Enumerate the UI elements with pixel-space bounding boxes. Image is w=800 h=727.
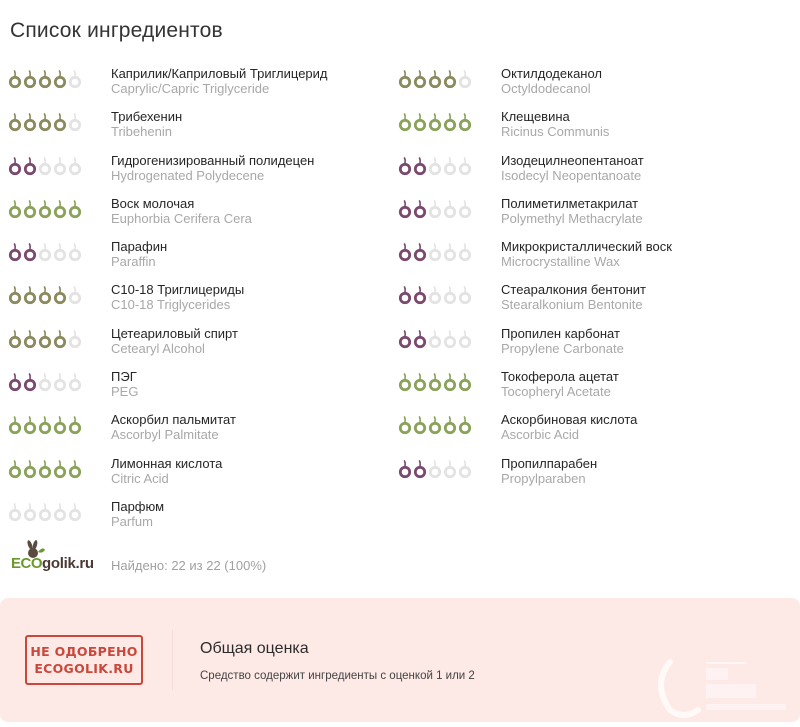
overall-rating-title: Общая оценка xyxy=(200,640,309,657)
apple-rating-icon xyxy=(428,285,442,305)
ingredient-row[interactable] xyxy=(8,106,398,149)
apple-rating-icon xyxy=(428,415,442,435)
apple-rating-icon xyxy=(428,372,442,392)
ingredient-name-ru[interactable]: Аскорбил пальмитат xyxy=(111,412,236,428)
ingredient-names xyxy=(501,369,619,399)
apple-rating-icon xyxy=(413,459,427,479)
apple-rating-icon xyxy=(53,199,67,219)
ingredient-name-en: Propylene Carbonate xyxy=(501,340,624,356)
apple-rating-icon xyxy=(413,285,427,305)
ingredient-row[interactable] xyxy=(8,193,398,236)
apple-rating-icon xyxy=(458,285,472,305)
overall-rating-text: Средство содержит ингредиенты с оценкой 1 или 2 xyxy=(200,670,475,682)
ingredient-list-left xyxy=(8,63,398,539)
apple-rating-icon xyxy=(23,199,37,219)
apple-rating-icon xyxy=(458,112,472,132)
apple-rating-icon xyxy=(443,242,457,262)
ingredient-name-ru[interactable]: ПЭГ xyxy=(111,369,137,385)
apple-rating-icon xyxy=(443,459,457,479)
apple-rating-icon xyxy=(8,459,22,479)
ingredient-row[interactable] xyxy=(8,236,398,279)
apple-rating-icon xyxy=(398,372,412,392)
logo-golik-text: golik.ru xyxy=(42,555,94,572)
apple-rating-icon xyxy=(398,415,412,435)
apple-rating-icon xyxy=(53,459,67,479)
overall-rating-panel xyxy=(0,598,800,722)
apple-rating-icon xyxy=(458,156,472,176)
ingredient-name-en: Ascorbyl Palmitate xyxy=(111,427,219,443)
ingredient-names xyxy=(501,66,602,96)
divider xyxy=(172,630,173,690)
apple-rating-icon xyxy=(38,502,52,522)
ingredient-row[interactable] xyxy=(398,366,788,409)
ingredient-name-ru[interactable]: Изодецилнеопентаноат xyxy=(501,152,644,168)
ecogolik-logo[interactable] xyxy=(8,540,98,576)
ingredient-name-en: Parfum xyxy=(111,513,153,529)
ingredient-name-ru[interactable]: Пропилен карбонат xyxy=(501,325,620,341)
apple-rating-icon xyxy=(38,415,52,435)
ingredient-name-en: Cetearyl Alcohol xyxy=(111,340,205,356)
ingredient-rating xyxy=(8,329,82,349)
apple-rating-icon xyxy=(443,415,457,435)
logo-eco-text: ECO xyxy=(11,555,43,572)
ingredient-name-ru[interactable]: С10-18 Триглицериды xyxy=(111,282,245,298)
apple-rating-icon xyxy=(398,112,412,132)
ingredient-rating xyxy=(398,69,472,89)
ingredient-names xyxy=(111,499,164,529)
apple-rating-icon xyxy=(413,199,427,219)
ingredient-names xyxy=(111,369,138,399)
apple-rating-icon xyxy=(458,199,472,219)
ingredient-rating xyxy=(8,156,82,176)
apple-rating-icon xyxy=(38,156,52,176)
apple-rating-icon xyxy=(413,372,427,392)
ingredient-name-ru[interactable]: Пропилпарабен xyxy=(501,455,598,471)
ingredient-names xyxy=(501,153,644,183)
ingredient-name-en: Tribehenin xyxy=(111,124,172,140)
ingredient-names xyxy=(111,239,167,269)
ingredient-name-en: Tocopheryl Acetate xyxy=(501,384,611,400)
ingredient-names xyxy=(501,412,637,442)
apple-rating-icon xyxy=(23,242,37,262)
apple-rating-icon xyxy=(68,156,82,176)
apple-rating-icon xyxy=(53,242,67,262)
ingredient-names xyxy=(501,196,643,226)
apple-rating-icon xyxy=(38,112,52,132)
apple-rating-icon xyxy=(8,199,22,219)
ingredient-name-ru[interactable]: Лимонная кислота xyxy=(111,455,223,471)
apple-rating-icon xyxy=(38,285,52,305)
apple-rating-icon xyxy=(458,415,472,435)
ingredient-rating xyxy=(8,199,82,219)
apple-rating-icon xyxy=(38,199,52,219)
apple-rating-icon xyxy=(53,69,67,89)
apple-rating-icon xyxy=(398,69,412,89)
apple-rating-icon xyxy=(443,285,457,305)
apple-rating-icon xyxy=(68,502,82,522)
apple-rating-icon xyxy=(458,459,472,479)
ingredient-rating xyxy=(8,112,82,132)
ingredient-list-right xyxy=(398,63,788,496)
not-approved-stamp xyxy=(25,635,143,685)
apple-rating-icon xyxy=(68,329,82,349)
ingredient-names xyxy=(111,412,236,442)
apple-rating-icon xyxy=(23,285,37,305)
apple-rating-icon xyxy=(398,242,412,262)
ingredient-name-ru[interactable]: Стеаралкония бентонит xyxy=(501,282,646,298)
ingredient-name-ru[interactable]: Клещевина xyxy=(501,109,570,125)
apple-rating-icon xyxy=(413,112,427,132)
page-title: Список ингредиентов xyxy=(10,19,223,42)
apple-rating-icon xyxy=(68,285,82,305)
apple-rating-icon xyxy=(428,199,442,219)
ingredient-name-en: Propylparaben xyxy=(501,470,586,486)
ingredient-row[interactable] xyxy=(398,279,788,322)
ingredient-name-en: PEG xyxy=(111,384,139,400)
ingredient-name-en: Hydrogenated Polydecene xyxy=(111,167,265,183)
ingredient-names xyxy=(111,196,252,226)
results-footer xyxy=(8,540,408,576)
apple-rating-icon xyxy=(23,502,37,522)
ingredient-row[interactable] xyxy=(8,366,398,409)
ingredient-row[interactable] xyxy=(398,409,788,452)
ingredient-rating xyxy=(8,415,82,435)
apple-rating-icon xyxy=(38,69,52,89)
apple-rating-icon xyxy=(458,242,472,262)
ingredient-rating xyxy=(8,502,82,522)
apple-rating-icon xyxy=(443,329,457,349)
apple-rating-icon xyxy=(428,156,442,176)
ingredient-row[interactable] xyxy=(398,150,788,193)
apple-rating-icon xyxy=(413,329,427,349)
ingredient-name-en: Microcrystalline Wax xyxy=(501,254,620,270)
apple-rating-icon xyxy=(413,69,427,89)
ingredient-rating xyxy=(398,199,472,219)
ingredient-row[interactable] xyxy=(398,453,788,496)
apple-rating-icon xyxy=(68,415,82,435)
apple-rating-icon xyxy=(53,502,67,522)
apple-rating-icon xyxy=(443,372,457,392)
ingredient-name-en: Polymethyl Methacrylate xyxy=(501,210,643,226)
ingredient-rating xyxy=(398,415,472,435)
ingredient-names xyxy=(111,456,222,486)
apple-rating-icon xyxy=(23,112,37,132)
apple-rating-icon xyxy=(53,372,67,392)
stamp-line-1: НЕ ОДОБРЕНО xyxy=(30,644,138,659)
apple-rating-icon xyxy=(23,156,37,176)
ingredient-name-ru[interactable]: Парфюм xyxy=(111,498,165,514)
ingredient-rating xyxy=(8,372,82,392)
ingredient-name-ru[interactable]: Каприлик/Каприловый Триглицерид xyxy=(111,66,328,81)
apple-rating-icon xyxy=(413,242,427,262)
ingredient-rating xyxy=(398,459,472,479)
ingredient-row[interactable] xyxy=(8,323,398,366)
ingredient-name-ru[interactable]: Гидрогенизированный полидецен xyxy=(111,152,315,168)
apple-rating-icon xyxy=(53,112,67,132)
apple-rating-icon xyxy=(68,372,82,392)
apple-rating-icon xyxy=(398,156,412,176)
ingredient-names xyxy=(501,326,624,356)
apple-rating-icon xyxy=(443,156,457,176)
found-count: Найдено: 22 из 22 (100%) xyxy=(111,558,267,573)
stamp-line-2: ECOGOLIK.RU xyxy=(34,661,134,676)
apple-rating-icon xyxy=(38,329,52,349)
apple-rating-icon xyxy=(443,69,457,89)
apple-rating-icon xyxy=(428,329,442,349)
apple-rating-icon xyxy=(443,112,457,132)
ingredient-name-ru[interactable]: Октилдодеканол xyxy=(501,66,603,81)
apple-rating-icon xyxy=(443,199,457,219)
apple-rating-icon xyxy=(398,329,412,349)
ingredient-rating xyxy=(398,285,472,305)
ingredient-row[interactable] xyxy=(8,453,398,496)
apple-rating-icon xyxy=(398,199,412,219)
apple-rating-icon xyxy=(8,502,22,522)
ingredient-name-en: Ascorbic Acid xyxy=(501,427,580,443)
apple-rating-icon xyxy=(428,459,442,479)
apple-rating-icon xyxy=(68,112,82,132)
apple-rating-icon xyxy=(23,415,37,435)
ingredient-names xyxy=(111,109,182,139)
ingredient-names xyxy=(501,109,609,139)
apple-rating-icon xyxy=(53,415,67,435)
apple-rating-icon xyxy=(8,329,22,349)
ingredient-names xyxy=(501,456,597,486)
ingredient-row[interactable] xyxy=(8,150,398,193)
apple-rating-icon xyxy=(413,156,427,176)
apple-rating-icon xyxy=(458,372,472,392)
ingredient-row[interactable] xyxy=(398,63,788,106)
ingredient-row[interactable] xyxy=(398,106,788,149)
apple-rating-icon xyxy=(68,459,82,479)
ingredient-name-en: Isodecyl Neopentanoate xyxy=(501,167,642,183)
apple-rating-icon xyxy=(398,459,412,479)
ingredient-name-ru[interactable]: Парафин xyxy=(111,239,168,255)
apple-rating-icon xyxy=(458,329,472,349)
apple-rating-icon xyxy=(8,242,22,262)
ingredient-rating xyxy=(398,242,472,262)
apple-rating-icon xyxy=(68,69,82,89)
ingredient-row[interactable] xyxy=(8,279,398,322)
ingredient-rating xyxy=(8,69,82,89)
ingredient-name-ru[interactable]: Трибехенин xyxy=(111,109,183,125)
apple-rating-icon xyxy=(68,242,82,262)
apple-rating-icon xyxy=(23,372,37,392)
ingredient-row[interactable] xyxy=(8,63,398,106)
watermark-icon xyxy=(650,654,790,722)
ingredient-rating xyxy=(8,242,82,262)
apple-rating-icon xyxy=(38,242,52,262)
ingredient-name-ru[interactable]: Воск молочая xyxy=(111,195,195,211)
apple-rating-icon xyxy=(428,242,442,262)
ingredient-names xyxy=(501,282,646,312)
apple-rating-icon xyxy=(413,415,427,435)
ingredient-name-en: Ricinus Communis xyxy=(501,124,610,140)
apple-rating-icon xyxy=(8,112,22,132)
apple-rating-icon xyxy=(398,285,412,305)
ingredient-name-en: Paraffin xyxy=(111,254,156,270)
apple-rating-icon xyxy=(53,329,67,349)
apple-rating-icon xyxy=(8,69,22,89)
ingredient-name-en: Caprylic/Capric Triglyceride xyxy=(111,81,270,96)
apple-rating-icon xyxy=(428,112,442,132)
apple-rating-icon xyxy=(8,372,22,392)
apple-rating-icon xyxy=(23,69,37,89)
ingredient-row[interactable] xyxy=(398,193,788,236)
ingredient-row[interactable] xyxy=(398,323,788,366)
ingredient-name-en: Euphorbia Cerifera Cera xyxy=(111,210,252,226)
ingredient-rating xyxy=(8,459,82,479)
ingredient-name-ru[interactable]: Токоферола ацетат xyxy=(501,369,619,385)
apple-rating-icon xyxy=(53,156,67,176)
apple-rating-icon xyxy=(23,329,37,349)
apple-rating-icon xyxy=(53,285,67,305)
ingredient-row[interactable] xyxy=(398,236,788,279)
ingredient-name-en: Stearalkonium Bentonite xyxy=(501,297,643,313)
apple-rating-icon xyxy=(38,459,52,479)
apple-rating-icon xyxy=(38,372,52,392)
ingredient-rating xyxy=(398,112,472,132)
ingredient-name-en: Citric Acid xyxy=(111,470,169,486)
ingredient-rating xyxy=(398,372,472,392)
ingredient-names xyxy=(111,282,244,312)
ingredient-row[interactable] xyxy=(8,409,398,452)
apple-rating-icon xyxy=(68,199,82,219)
apple-rating-icon xyxy=(8,415,22,435)
ingredient-names xyxy=(111,153,314,183)
ingredient-rating xyxy=(8,285,82,305)
ingredient-name-ru[interactable]: Микрокристаллический воск xyxy=(501,239,672,255)
apple-rating-icon xyxy=(8,285,22,305)
apple-rating-icon xyxy=(428,69,442,89)
ingredient-name-ru[interactable]: Цетеариловый спирт xyxy=(111,325,238,341)
ingredient-names xyxy=(111,66,328,96)
ingredient-name-en: Octyldodecanol xyxy=(501,81,591,96)
apple-rating-icon xyxy=(458,69,472,89)
ingredient-names xyxy=(501,239,672,269)
ingredient-names xyxy=(111,326,238,356)
ingredient-rating xyxy=(398,329,472,349)
ingredient-row[interactable] xyxy=(8,496,398,539)
ingredient-name-ru[interactable]: Аскорбиновая кислота xyxy=(501,412,638,428)
ingredient-name-ru[interactable]: Полиметилметакрилат xyxy=(501,195,639,211)
apple-rating-icon xyxy=(23,459,37,479)
ingredient-name-en: C10-18 Triglycerides xyxy=(111,297,231,313)
ingredient-rating xyxy=(398,156,472,176)
apple-rating-icon xyxy=(8,156,22,176)
